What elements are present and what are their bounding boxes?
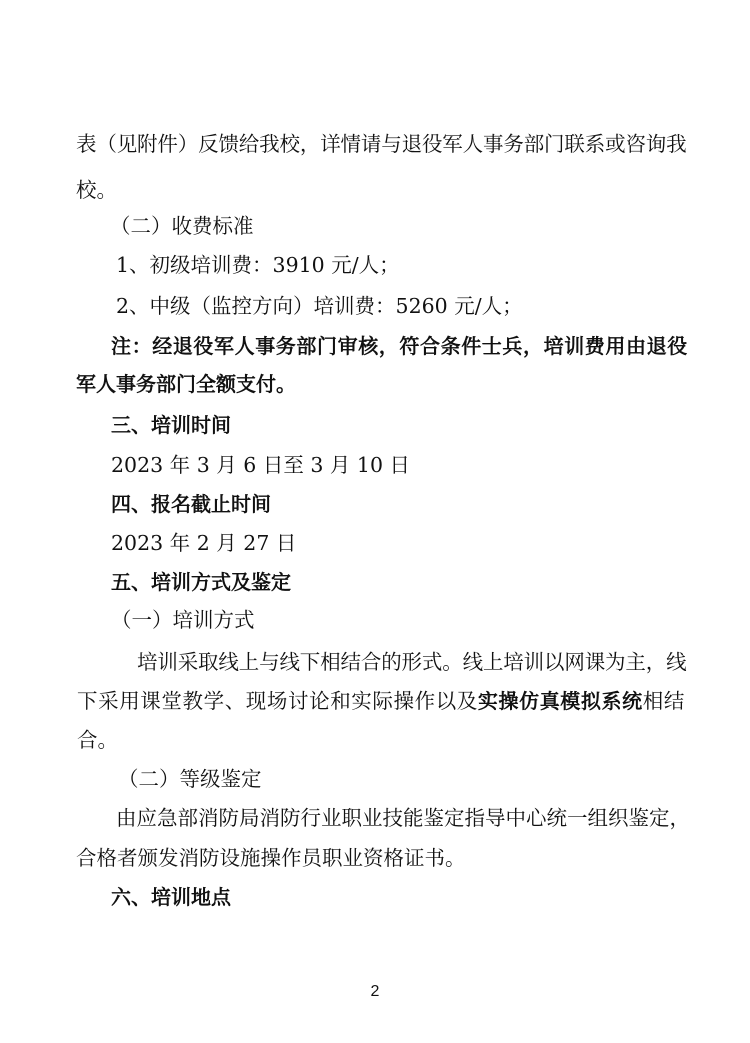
paragraph-line: 校。 <box>76 178 117 202</box>
paragraph-text: 相结 <box>642 689 685 713</box>
section-heading: 四、报名截止时间 <box>111 492 271 516</box>
fee-item: 1、初级培训费：3910 元/人； <box>116 253 400 277</box>
paragraph-line <box>77 688 685 714</box>
paragraph-line: 合格者颁发消防设施操作员职业资格证书。 <box>76 846 466 870</box>
paragraph-line: 合。 <box>77 728 118 752</box>
note-line: 军人事务部门全额支付。 <box>76 372 296 396</box>
section-body: 2023 年 2 月 27 日 <box>111 531 297 555</box>
section-heading: 三、培训时间 <box>111 413 231 437</box>
section-body: 2023 年 3 月 6 日至 3 月 10 日 <box>111 453 411 477</box>
page-number: 2 <box>370 983 380 1000</box>
paragraph-line: 表（见附件）反馈给我校，详情请与退役军人事务部门联系或咨询我 <box>76 132 687 156</box>
note-line: 注：经退役军人事务部门审核，符合条件士兵，培训费用由退役 <box>111 334 688 358</box>
section-heading: 五、培训方式及鉴定 <box>111 570 291 594</box>
paragraph-text: 下采用课堂教学、现场讨论和实际操作以及 <box>77 689 478 713</box>
subsection-heading: （一）培训方式 <box>111 608 255 632</box>
section-heading: 六、培训地点 <box>111 885 231 909</box>
paragraph-line: 培训采取线上与线下相结合的形式。线上培训以网课为主，线 <box>137 650 687 674</box>
emphasis-text: 实操仿真模拟系统 <box>477 689 643 713</box>
subsection-heading: （二）等级鉴定 <box>118 767 262 791</box>
fee-item: 2、中级（监控方向）培训费：5260 元/人； <box>116 294 523 318</box>
subsection-heading: （二）收费标准 <box>110 214 254 238</box>
paragraph-line: 由应急部消防局消防行业职业技能鉴定指导中心统一组织鉴定， <box>116 806 690 830</box>
